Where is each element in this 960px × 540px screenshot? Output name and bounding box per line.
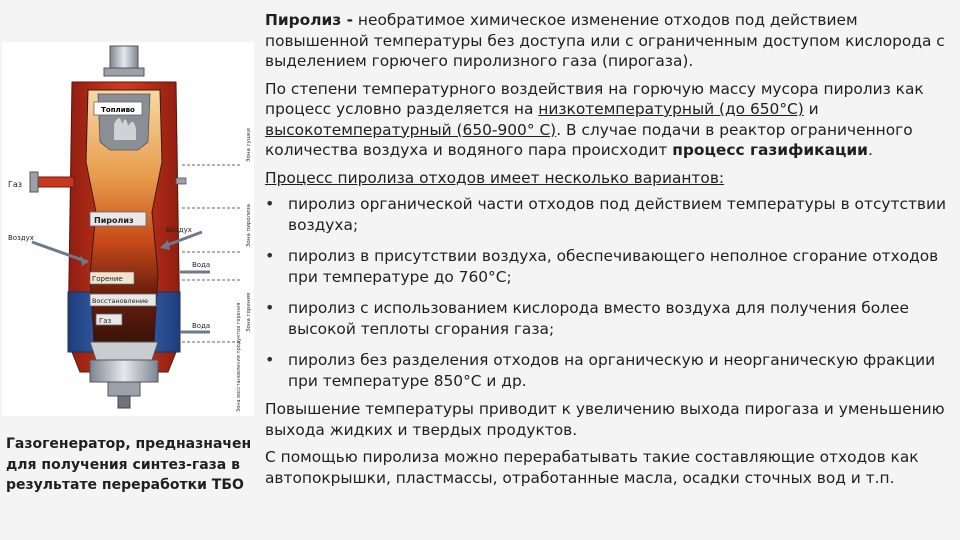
text-panel: [265, 10, 955, 495]
term-pyrolysis: Пиролиз -: [265, 11, 354, 29]
label-air-left: Воздух: [8, 234, 34, 242]
classification-text-a: По степени температурного воздействия на горючую массу мусора пиролиз как процесс условно разделяется на: [265, 79, 924, 118]
variants-list: [265, 194, 955, 391]
label-air-right: Воздух: [166, 226, 192, 234]
bullet-icon: •: [265, 246, 275, 265]
label-water-top: Вода: [192, 261, 211, 269]
label-zone-reduction: Зона восстановления продуктов горения: [236, 302, 242, 412]
label-gas-zone: Газ: [99, 317, 112, 325]
list-item-text: пиролиз с использованием кислорода вместо воздуха для получения более высокой теплоты сгорания газа;: [288, 299, 909, 338]
bullet-icon: •: [265, 298, 275, 317]
classification-text-b: и: [803, 100, 819, 118]
paragraph-classification: [265, 79, 955, 161]
list-item-text: пиролиз в присутствии воздуха, обеспечивающего неполное сгорание отходов при температуре до 760°С;: [288, 247, 939, 286]
bullet-icon: •: [265, 350, 275, 369]
low-temp-term: низкотемпературный (до 650°С): [538, 100, 804, 118]
label-zone-combustion: Зона горения: [246, 292, 252, 332]
paragraph-definition: [265, 10, 955, 72]
label-gas: Газ: [8, 180, 23, 189]
list-item-text: пиролиз без разделения отходов на органическую и неорганическую фракции при температуре 850°С и др.: [288, 351, 936, 390]
diagram-caption: Газогенератор, предназначен для получения синтез-газа в результате переработки ТБО: [6, 436, 252, 493]
paragraph-applications: С помощью пиролиза можно перерабатывать такие составляющие отходов как автопокрышки, пластмассы, отработанные масла, осадки сточных вод и т.п.: [265, 448, 919, 487]
list-item: [265, 350, 955, 391]
label-zone-drying: Зона сушки: [246, 128, 252, 162]
list-item: [265, 194, 955, 235]
paragraph-temperature-effect: Повышение температуры приводит к увеличению выхода пирогаза и уменьшению выхода жидких и твердых продуктов.: [265, 400, 945, 439]
gasifier-illustration: [2, 42, 254, 416]
label-water-bottom: Вода: [192, 322, 211, 330]
high-temp-term: высокотемпературный (650-900° С): [265, 120, 557, 139]
variants-heading: Процесс пиролиза отходов имеет несколько вариантов:: [265, 168, 725, 187]
classification-text-c: . В случае подачи в реактор ограниченного количества воздуха и водяного пара происходит: [265, 120, 913, 159]
label-combustion: Горение: [92, 275, 123, 283]
bullet-icon: •: [265, 194, 275, 213]
label-pyrolysis: Пиролиз: [94, 216, 134, 225]
gasifier-diagram: [2, 42, 254, 416]
label-reduction: Восстановление: [92, 297, 149, 305]
gasification-term: процесс газификации: [672, 141, 868, 159]
list-item-text: пиролиз органической части отходов под действием температуры в отсутствии воздуха;: [288, 195, 946, 234]
label-fuel: Топливо: [101, 106, 135, 114]
classification-text-d: .: [867, 141, 873, 159]
list-item: [265, 246, 955, 287]
list-item: [265, 298, 955, 339]
label-zone-pyrolysis: Зона пиролиза: [246, 203, 252, 247]
definition-text: необратимое химическое изменение отходов под действием повышенной температуры без доступа или с ограниченным доступом кислорода с выделением горючего пиролизного газа (пирогаза).: [265, 11, 945, 70]
